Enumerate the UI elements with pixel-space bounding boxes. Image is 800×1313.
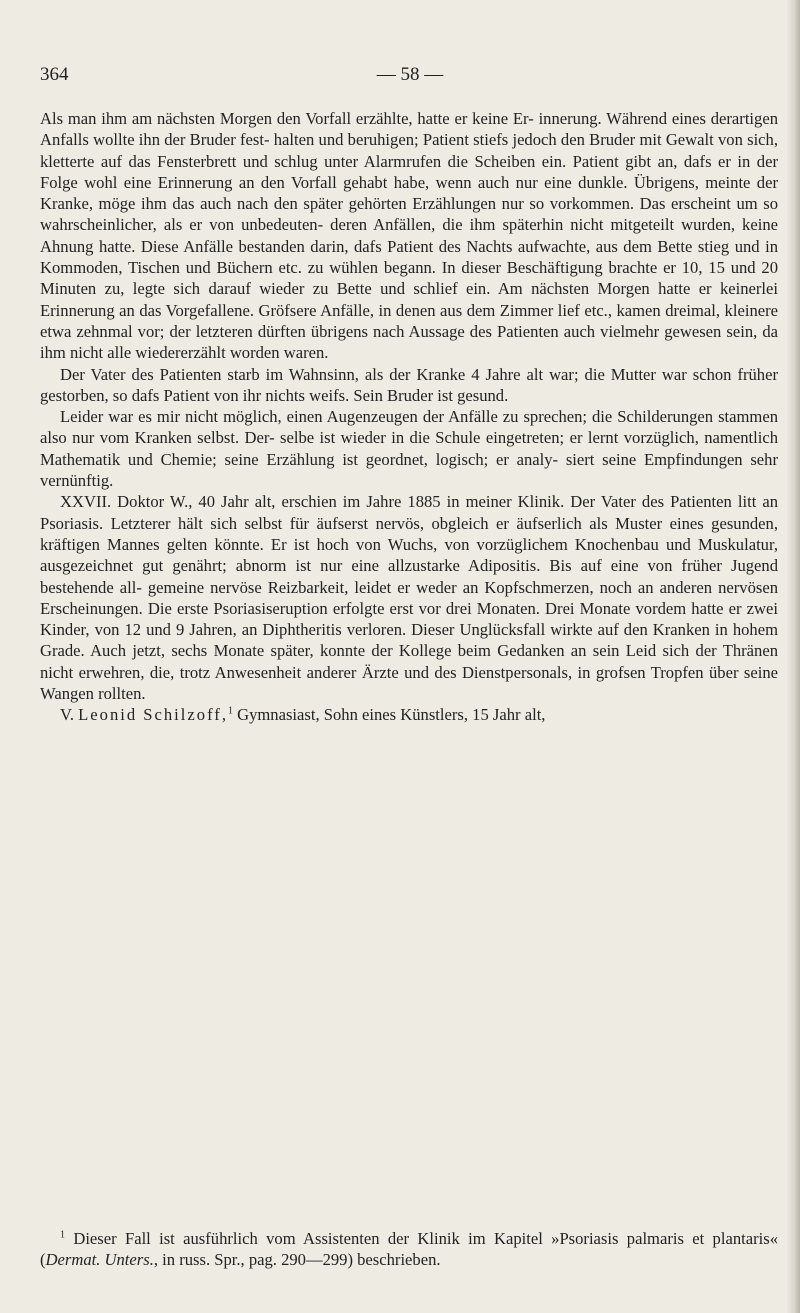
page-header [40,64,780,88]
page-edge-shadow [786,0,800,1313]
case-prefix: V. [60,705,79,725]
paragraph: XXVII. Doktor W., 40 Jahr alt, erschien im Jahre 1885 in meiner Klinik. Der Vater des Patienten litt an Psoriasis. Letzterer hält sich selbst für äufserst nervös, obgleich er äufserlich als Muster eines gesunden, kräftigen Mannes gelten könnte. Er ist hoch von Wuchs, von vorzüglichem Knochenbau und Muskulatur, ausgezeichnet gut genährt; abnorm ist nur eine allzustarke Adipositis. Bis auf eine von früher Jugend bestehende all- gemeine nervöse Reizbarkeit, leidet er weder an Kopfschmerzen, noch an anderen nervösen Erscheinungen. Die erste Psoriasiseruption erfolgte erst vor drei Monaten. Drei Monate vordem hatte er zwei Kinder, von 12 und 9 Jahren, an Diphtheritis verloren. Dieser Unglücksfall wirkte auf den Kranken in hohem Grade. Auch jetzt, sechs Monate später, konnte der Kollege beim Gedanken an sein Leid sich der Thränen nicht erwehren, die, trotz Anwesenheit anderer Ärzte und des Dienstpersonals, in grofsen Tropfen über seine Wangen rollten. [40,492,778,704]
case-intro-rest: Gymnasiast, Sohn eines Künstlers, 15 Jahr alt, [232,705,546,725]
footnote-mark: 1 [60,1229,65,1241]
footnote-text-after: , in russ. Spr., pag. 290—299) beschrieben. [153,1250,441,1270]
footnote-ref: 1 [227,705,233,717]
case-intro-line [40,704,778,725]
sub-page-number: — 58 — [376,64,444,85]
paragraph: Leider war es mir nicht möglich, einen Augenzeugen der Anfälle zu sprechen; die Schilderungen stammen also nur vom Kranken selbst. Der- selbe ist wieder in die Schule eingetreten; er lernt vorzüglich, namentlich Mathematik und Chemie; seine Erzählung ist geordnet, logisch; er analy- siert seine Empfindungen sehr vernünftig. [40,407,778,491]
body-text [40,108,778,726]
page-number: 364 [40,64,69,85]
paragraph: Als man ihm am nächsten Morgen den Vorfall erzählte, hatte er keine Er- innerung. Während eines derartigen Anfalls wollte ihn der Bruder fest- halten und beruhigen; Patient stiefs jedoch den Bruder mit Gewalt von sich, kletterte auf das Fensterbrett und schlug unter Alarmrufen die Scheiben ein. Patient gibt an, dafs er in der Folge wohl eine Erinnerung an den Vorfall gehabt habe, wenn auch nur eine dunkle. Übrigens, meinte der Kranke, möge ihm das auch nach den später gehörten Erzählungen nur so vorkommen. Das erscheint um so wahrscheinlicher, als er von unbedeuten- deren Anfällen, die ihm späterhin nicht mitgeteilt wurden, keine Ahnung hatte. Diese Anfälle bestanden darin, dafs Patient des Nachts aufwachte, aus dem Bette stieg und in Kommoden, Tischen und Büchern etc. zu wühlen begann. In dieser Beschäftigung brachte er 10, 15 und 20 Minuten zu, legte sich darauf wieder zu Bette und schlief ein. Am nächsten Morgen hatte er keinerlei Erinnerung an das Vorgefallene. Gröfsere Anfälle, in denen aus dem Zimmer lief etc., kamen dreimal, kleinere etwa zehnmal vor; der letzteren dürften übrigens nach Aussage des Patienten auch vielmehr gewesen sein, da ihm nicht alle wiedererzählt worden waren. [40,109,778,363]
patient-name: Leonid Schilzoff, [78,705,228,725]
footnote [40,1228,778,1271]
paragraph: Der Vater des Patienten starb im Wahnsinn, als der Kranke 4 Jahre alt war; die Mutter war schon früher gestorben, so dafs Patient von ihr nichts weifs. Sein Bruder ist gesund. [40,364,778,405]
footnote-citation: Dermat. Unters. [45,1250,154,1270]
footnote-text-before: Dieser Fall ist ausführlich vom Assistenten der Klinik im Kapitel »Psoriasis palmaris et plantaris« ( [40,1229,778,1270]
